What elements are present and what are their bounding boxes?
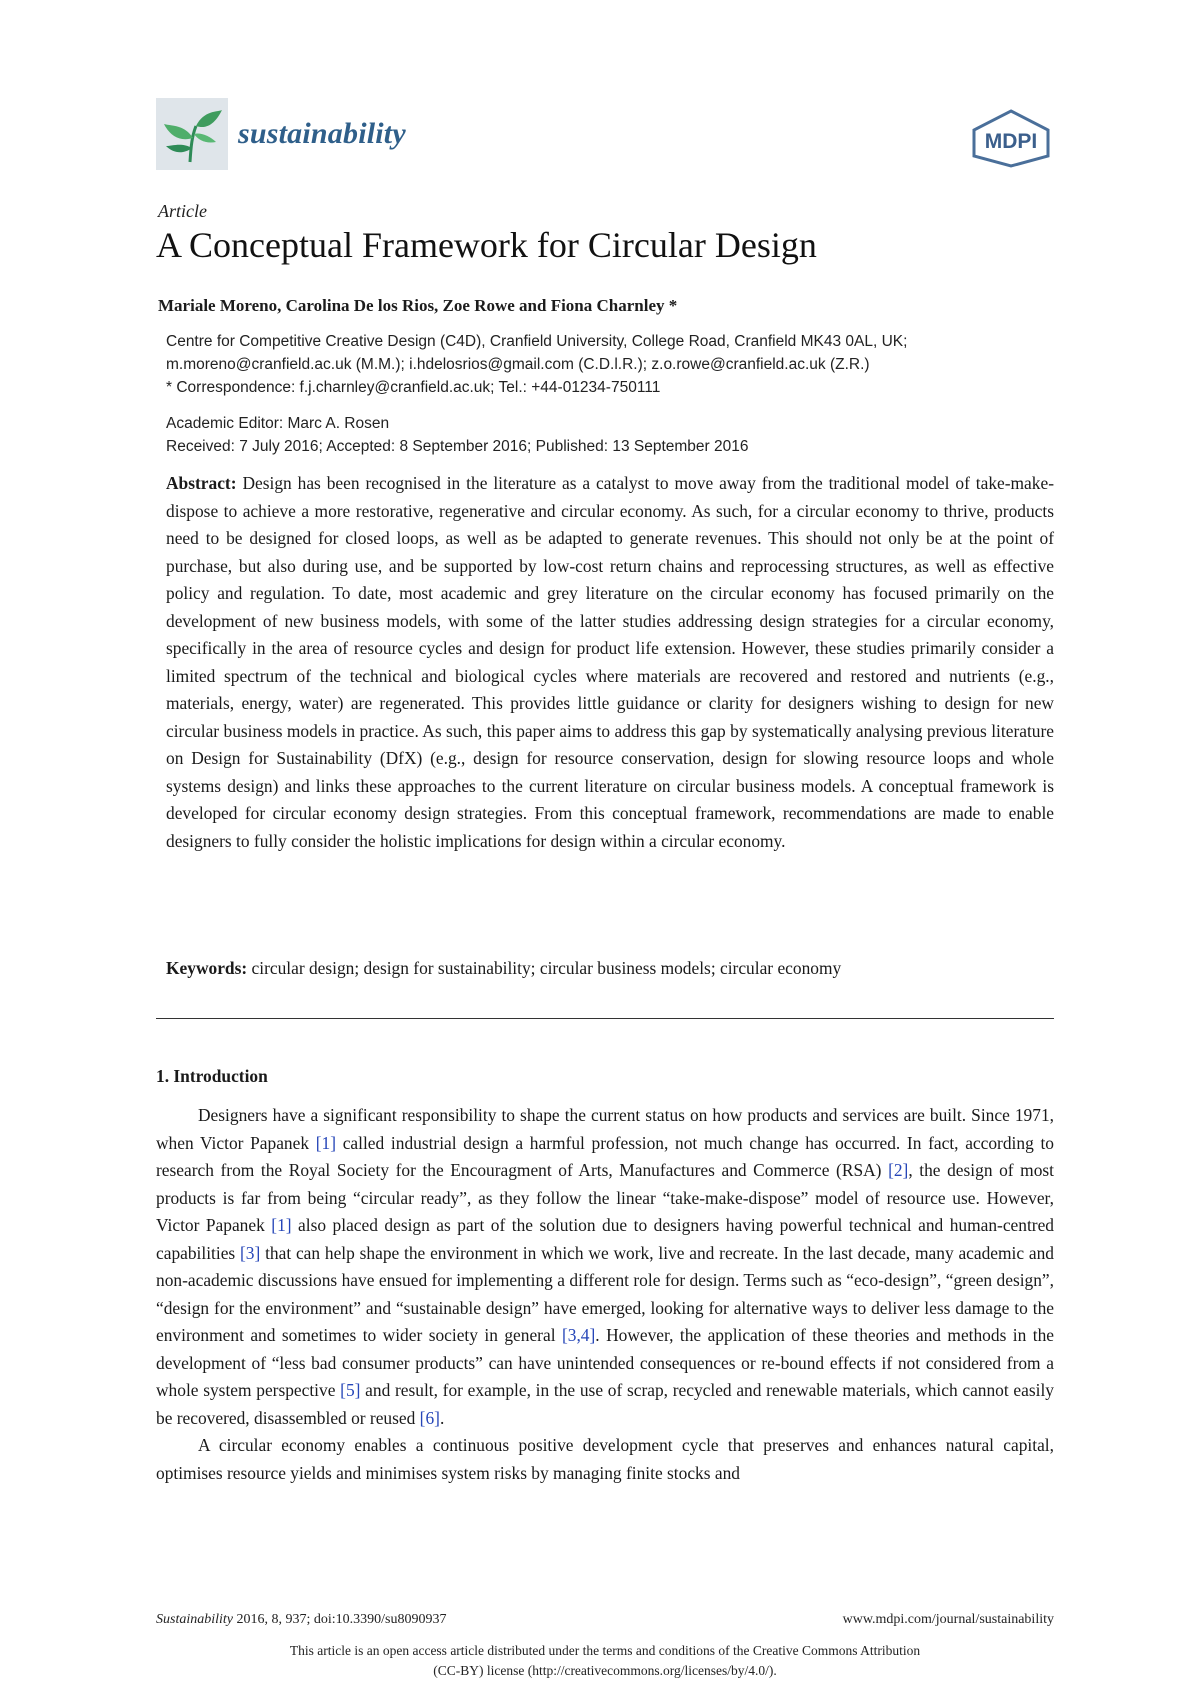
- citation-link[interactable]: [5]: [340, 1380, 361, 1400]
- footer-citation: [156, 1612, 447, 1628]
- footer-doi: 2016, 8, 937; doi:10.3390/su8090937: [233, 1612, 447, 1627]
- text-run: called industrial design a harmful profession, not much change has occurred. In fact, according to research from the Royal Society for the Encouragment of Arts, Manufactures and Commerce (RSA): [156, 1132, 1054, 1180]
- mdpi-logo-text: MDPI: [984, 130, 1038, 153]
- section-divider: [156, 1018, 1054, 1019]
- abstract-text: Design has been recognised in the literature as a catalyst to move away from the traditional model of take-make-dispose to achieve a more restorative, regenerative and circular economy. As such, for a circular economy to thrive, products need to be designed for closed loops, as well as be adapted to generate revenues. This should not only be at the point of purchase, but also during use, and be supported by low-cost return chains and reprocessing structures, as well as effective policy and regulation. To date, most academic and grey literature on the circular economy has focused primarily on the development of new business models, with some of the latter studies addressing design strategies for a circular economy, specifically in the area of resource cycles and design for product life extension. However, these studies primarily consider a limited spectrum of the technical and biological cycles where materials are recovered and restored and nutrients (e.g., materials, energy, water) are regenerated. This provides little guidance or clarity for designers wishing to design for new circular business models in practice. As such, this paper aims to address this gap by systematically analysing previous literature on Design for Sustainability (DfX) (e.g., design for resource conservation, design for slowing resource loops and whole systems design) and links these approaches to the current literature on circular business models. A conceptual framework is developed for circular economy design strategies. From this conceptual framework, recommendations are made to enable designers to fully consider the holistic implications for design within a circular economy.: [166, 473, 1054, 851]
- section-heading: 1. Introduction: [156, 1066, 268, 1086]
- paper-title: A Conceptual Framework for Circular Design: [156, 225, 817, 265]
- citation-link[interactable]: [1]: [315, 1132, 337, 1153]
- editorial-info: [166, 412, 749, 458]
- journal-header: [156, 98, 406, 170]
- license-notice: [156, 1641, 1054, 1681]
- keywords: [166, 958, 1054, 979]
- license-line: This article is an open access article distributed under the terms and conditions of the Creative Commons Attribution: [289, 1643, 921, 1658]
- footer-url[interactable]: www.mdpi.com/journal/sustainability: [842, 1612, 1054, 1627]
- text-run: that can help shape the environment in which we work, live and recreate. In the last decade, many academic and non-academic discussions have ensued for implementing a different role for design. Terms such as “eco-design”, “green design”, “design for the environment” and “sustainable design” have emerged, looking for alternative ways to deliver less damage to the environment and sometimes to wider society in general: [156, 1242, 1054, 1345]
- footer-journal: Sustainability: [156, 1612, 233, 1627]
- body-text: [156, 1102, 1054, 1487]
- author-list: Mariale Moreno, Carolina De los Rios, Zoe Rowe and Fiona Charnley *: [158, 296, 678, 315]
- text-run: . However, the application of these theories and methods in the development of “less bad consumer products” can have unintended consequences or re-bound effects if not considered from a whole system perspective: [156, 1325, 1054, 1400]
- text-run: also placed design as part of the solution due to designers having powerful technical and human-centred capabilities: [156, 1215, 1055, 1263]
- text-run: and result, for example, in the use of scrap, recycled and renewable materials, which cannot easily be recovered, disassembled or reused: [156, 1380, 1054, 1428]
- license-link[interactable]: (CC-BY) license (http://creativecommons.org/licenses/by/4.0/).: [433, 1663, 777, 1678]
- paragraph: A circular economy enables a continuous positive development cycle that preserves and enhances natural capital, optimises resource yields and minimises system risks by managing finite stocks and: [156, 1435, 1054, 1483]
- citation-link[interactable]: [2]: [888, 1160, 909, 1180]
- keywords-text: circular design; design for sustainability; circular business models; circular economy: [251, 958, 842, 978]
- publication-dates: Received: 7 July 2016; Accepted: 8 September 2016; Published: 13 September 2016: [166, 438, 749, 455]
- abstract-label: Abstract:: [166, 473, 237, 493]
- sustainability-leaf-logo-icon: [156, 98, 228, 170]
- keywords-label: Keywords:: [166, 958, 248, 978]
- text-run: Designers have a significant responsibility to shape the current status on how products and services are built. Since 1971, when Victor Papanek: [156, 1105, 1054, 1153]
- citation-link[interactable]: [6]: [419, 1407, 440, 1428]
- correspondence[interactable]: * Correspondence: f.j.charnley@cranfield.ac.uk; Tel.: +44-01234-750111: [166, 379, 661, 396]
- citation-link[interactable]: [3,4]: [561, 1325, 596, 1345]
- text-run: .: [439, 1407, 445, 1428]
- academic-editor: Academic Editor: Marc A. Rosen: [166, 415, 390, 432]
- affiliation-line: Centre for Competitive Creative Design (C4D), Cranfield University, College Road, Cranfield MK43 0AL, UK;: [166, 333, 908, 350]
- author-emails[interactable]: m.moreno@cranfield.ac.uk (M.M.); i.hdelosrios@gmail.com (C.D.l.R.); z.o.rowe@cranfield.ac.uk (Z.R.): [166, 356, 870, 373]
- mdpi-logo-icon: [966, 108, 1056, 168]
- citation-link[interactable]: [3]: [240, 1242, 261, 1263]
- affiliations: [166, 330, 1066, 399]
- abstract: [166, 470, 1054, 855]
- journal-name: sustainability: [238, 117, 406, 150]
- text-run: , the design of most products is far from being “circular ready”, as they follow the linear “take-make-dispose” model of resource use. However, Victor Papanek: [156, 1160, 1054, 1235]
- citation-link[interactable]: [1]: [271, 1215, 292, 1235]
- paragraph: [156, 1102, 1054, 1432]
- article-type: Article: [158, 201, 207, 221]
